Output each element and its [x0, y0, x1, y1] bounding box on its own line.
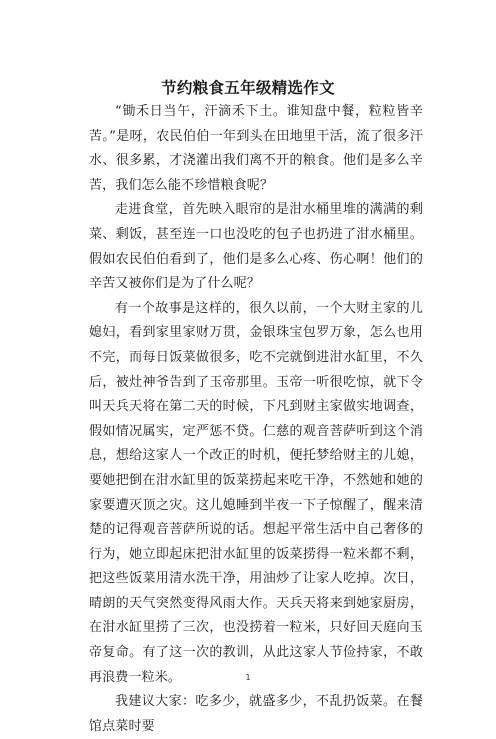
page-number: 1: [245, 673, 251, 682]
paragraph-poem-intro: “锄禾日当午，汗滴禾下土。谁知盘中餐，粒粒皆辛苦。”是呀，农民伯伯一年到头在田地里干活，流了很多汗水、很多累，才浇灌出我们离不开的粮食。他们是多么辛苦，我们怎么能不珍惜粮食呢？: [89, 104, 423, 193]
paragraph-story: 有一个故事是这样的，很久以前，一个大财主家的儿媳妇，看到家里家财万贯，金银珠宝包罗万象，怎么也用不完，而每日饭菜做很多，吃不完就倒进泔水缸里，不久后，被灶神爷告到了玉帝那里。玉帝一听很吃惊，就下令叫天兵天将在第二天的时候，下凡到财主家做实地调查，假如情况属实，定严惩不贷。仁慈的观音菩萨听到这个消息，想给这家人一个改正的时机，便托梦给财主的儿媳，要她把倒在泔水缸里的饭菜捞起来吃干净，不然她和她的家要遭灭顶之灾。这儿媳睡到半夜一下子惊醒了，醒来清楚的记得观音菩萨所说的话。想起平常生活中自己奢侈的行为，她立即起床把泔水缸里的饭菜捞得一粒米都不剩，把这些饭菜用清水洗干净，用油炒了让家人吃掉。次日，晴朗的天气突然变得风雨大作。天兵天将来到她家厨房，在泔水缸里捞了三次，也没捞着一粒米，只好回天庭向玉帝复命。有了这一次的教训，从此这家人节俭持家，不敢再浪费一粒米。: [89, 300, 423, 685]
paragraph-canteen: 走进食堂，首先映入眼帘的是泔水桶里堆的满满的剩菜、剩饭，甚至连一口也没吃的包子也扔进了泔水桶里。假如农民伯伯看到了，他们是多么心疼、伤心啊！他们的辛苦又被你们是为了什么呢？: [89, 202, 423, 292]
document-title: 节约粮食五年级精选作文: [161, 79, 335, 97]
paragraph-suggestion: 我建议大家：吃多少，就盛多少，不乱扔饭菜。在餐馆点菜时要: [89, 694, 423, 734]
document-body: [89, 100, 423, 739]
